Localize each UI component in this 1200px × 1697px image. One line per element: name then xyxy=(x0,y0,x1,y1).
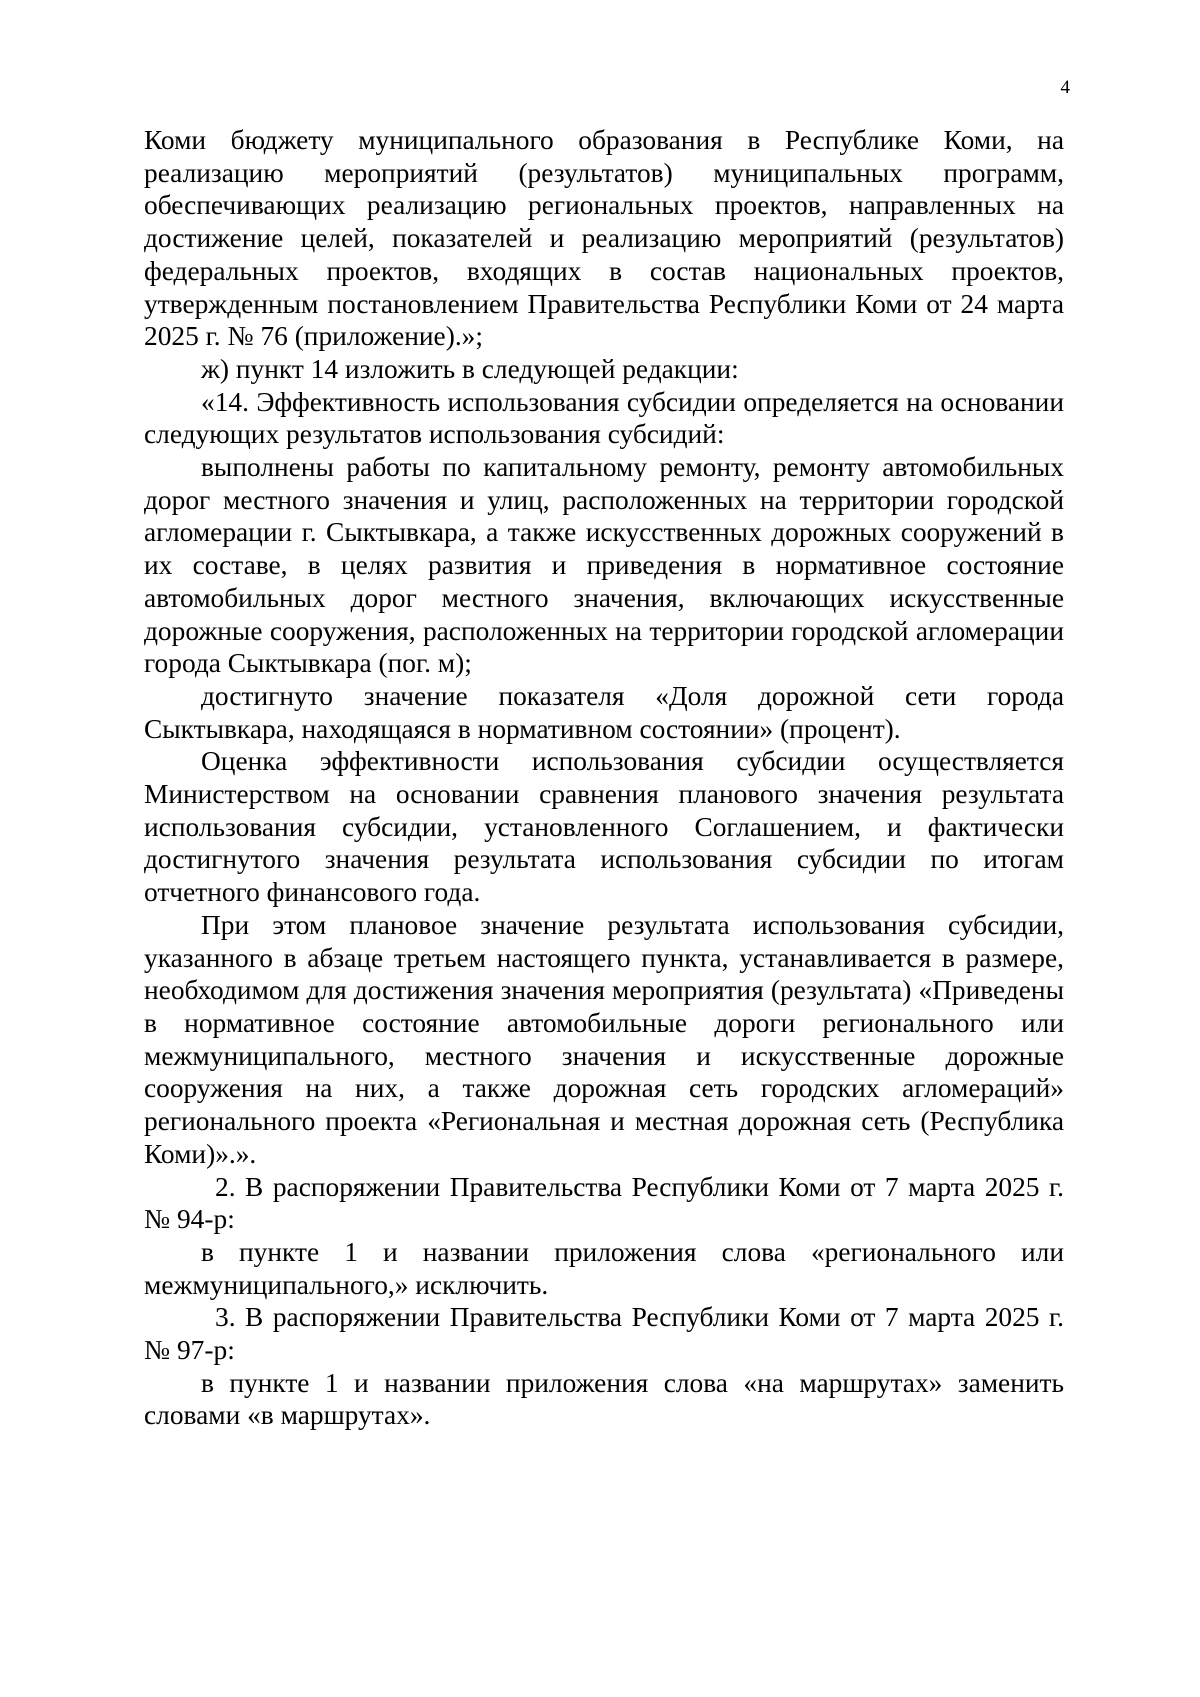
paragraph-result-repair: выполнены работы по капитальному ремонту, ремонту автомобильных дорог местного значения и улиц, расположенных на территории городской агломерации г. Сыктывкара, а также искусственных дорожных сооружений в их составе, в целях развития и приведения в нормативное состояние автомобильных дорог местного значения, включающих искусственные дорожные сооружения, расположенных на территории городской агломерации города Сыктывкара (пог. м); xyxy=(144,452,1064,679)
document-body xyxy=(144,124,1064,1432)
paragraph-planned-value: При этом плановое значение результата использования субсидии, указанного в абзаце третьем настоящего пункта, устанавливается в размере, необходимом для достижения значения мероприятия (результата) «Приведены в нормативное состояние автомобильные дороги регионального или межмуниципального, местного значения и искусственные дорожные сооружения на них, а также дорожная сеть городских агломераций» регионального проекта «Региональная и местная дорожная сеть (Республика Коми)».». xyxy=(144,909,1064,1169)
paragraph-point-14: «14. Эффективность использования субсидии определяется на основании следующих результатов использования субсидий: xyxy=(144,386,1064,450)
paragraph-section-3-change: в пункте 1 и названии приложения слова «на маршрутах» заменить словами «в маршрутах». xyxy=(144,1367,1064,1431)
paragraph-section-2: 2. В распоряжении Правительства Республики Коми от 7 марта 2025 г. № 94-р: xyxy=(144,1171,1064,1235)
paragraph-item-zh: ж) пункт 14 изложить в следующей редакции: xyxy=(201,353,739,384)
paragraph-continuation: Коми бюджету муниципального образования в Республике Коми, на реализацию мероприятий (результатов) муниципальных программ, обеспечивающих реализацию региональных проектов, направленных на достижение целей, показателей и реализацию мероприятий (результатов) федеральных проектов, входящих в состав национальных проектов, утвержденным постановлением Правительства Республики Коми от 24 марта 2025 г. № 76 (приложение).»; xyxy=(144,125,1064,352)
page-number: 4 xyxy=(1060,77,1070,98)
paragraph-result-indicator: достигнуто значение показателя «Доля дорожной сети города Сыктывкара, находящаяся в нормативном состоянии» (процент). xyxy=(144,680,1064,744)
paragraph-section-3: 3. В распоряжении Правительства Республики Коми от 7 марта 2025 г. № 97-р: xyxy=(144,1302,1064,1366)
paragraph-efficiency-assessment: Оценка эффективности использования субсидии осуществляется Министерством на основании сравнения планового значения результата использования субсидии, установленного Соглашением, и фактически достигнутого значения результата использования субсидии по итогам отчетного финансового года. xyxy=(144,746,1064,908)
paragraph-section-2-change: в пункте 1 и названии приложения слова «регионального или межмуниципального,» исключить. xyxy=(144,1236,1064,1300)
